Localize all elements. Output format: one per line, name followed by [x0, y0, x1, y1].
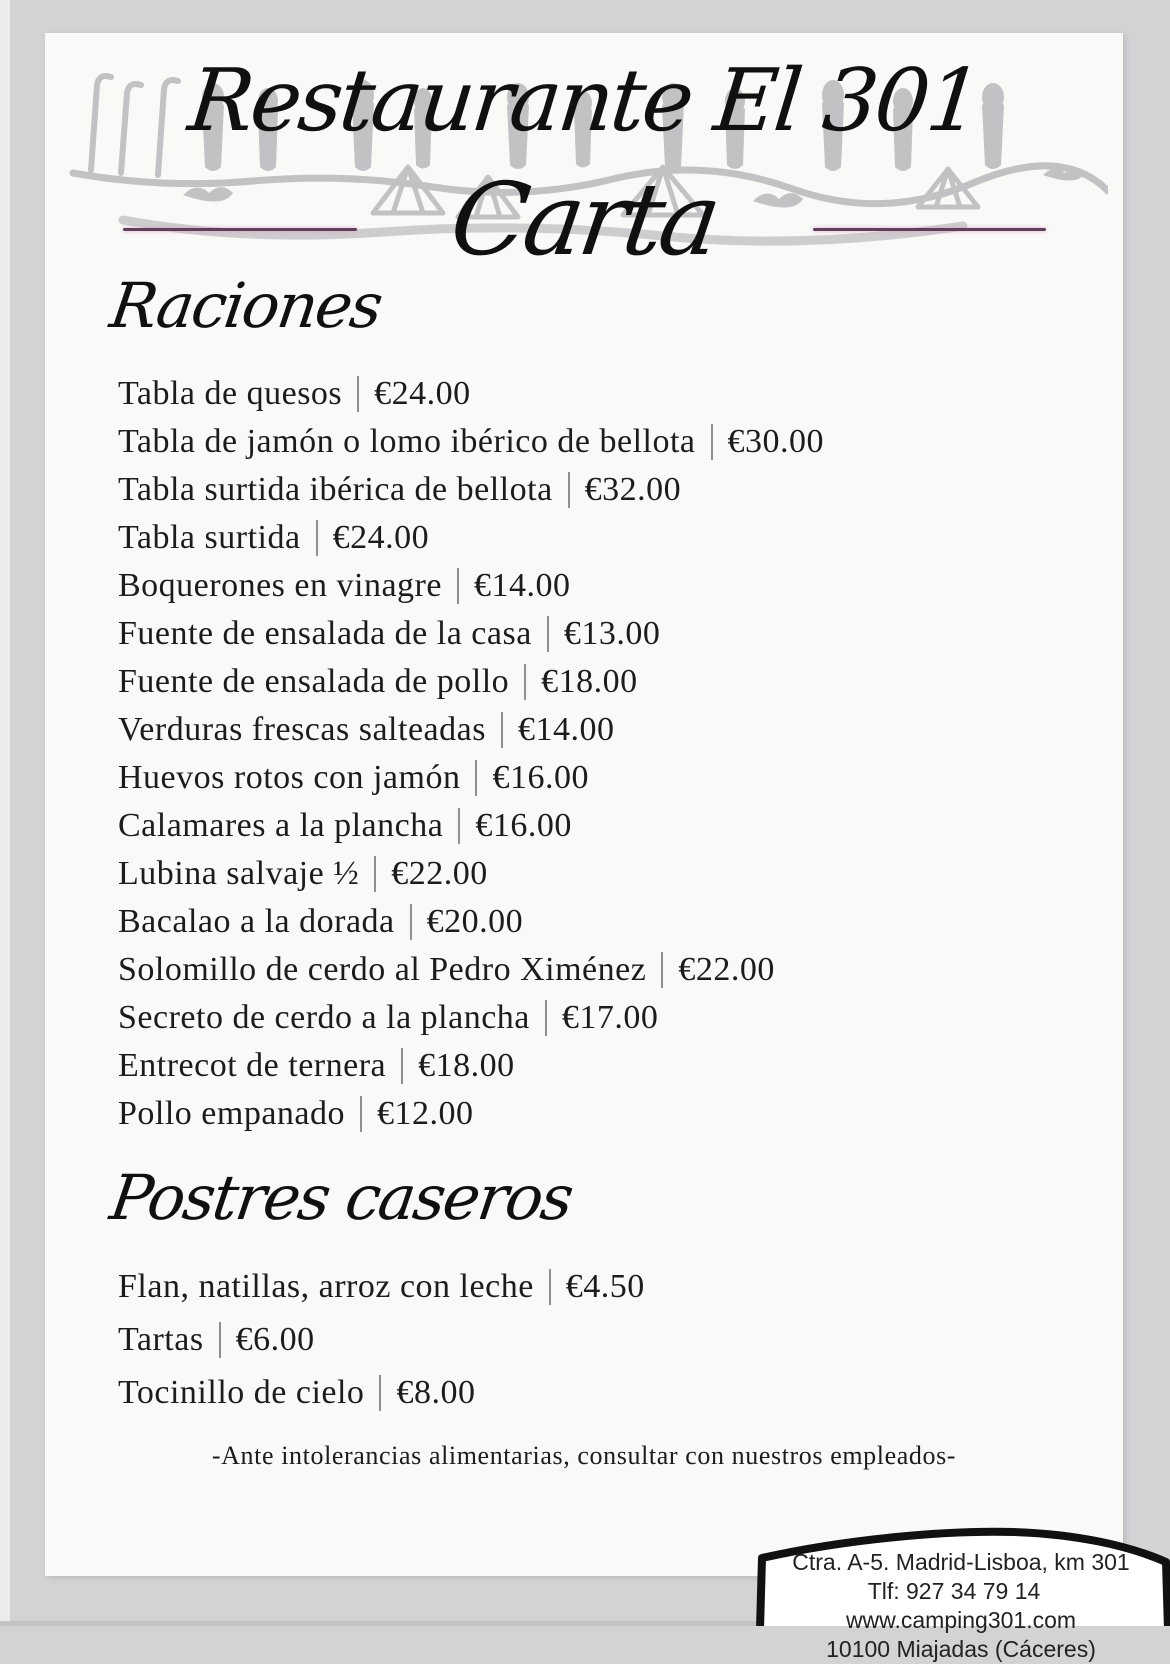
menu-subtitle-carta: Carta: [443, 161, 725, 278]
price-separator: [475, 760, 477, 796]
price-separator: [457, 568, 459, 604]
menu-item-name: Tocinillo de cielo: [118, 1374, 365, 1411]
menu-item: [118, 1322, 1123, 1358]
price-separator: [549, 1269, 551, 1305]
menu-item-name: Secreto de cerdo a la plancha: [118, 999, 530, 1036]
menu-section: [45, 261, 1123, 1131]
menu-section: [45, 1153, 1123, 1411]
menu-item: [118, 761, 1123, 795]
contact-text: [758, 1548, 1164, 1664]
menu-item-price: €20.00: [426, 903, 524, 940]
menu-item-price: €8.00: [396, 1374, 476, 1411]
price-separator: [568, 472, 570, 508]
menu-item-name: Pollo empanado: [118, 1095, 346, 1132]
menu-item: [118, 473, 1123, 507]
menu-item-price: €24.00: [374, 375, 471, 412]
menu-item-price: €14.00: [473, 567, 571, 604]
menu-item-name: Tabla surtida: [118, 519, 301, 556]
menu-item-name: Calamares a la plancha: [118, 807, 444, 844]
menu-item: [118, 1001, 1123, 1035]
menu-item-price: €17.00: [561, 999, 659, 1036]
price-separator: [547, 616, 549, 652]
price-separator: [524, 664, 526, 700]
price-separator: [661, 952, 663, 988]
price-separator: [357, 376, 359, 412]
menu-item-price: €16.00: [492, 759, 589, 796]
price-separator: [316, 520, 318, 556]
menu-item: [118, 425, 1123, 459]
price-separator: [501, 712, 503, 748]
menu-item-list: [118, 1269, 1123, 1411]
menu-item-price: €32.00: [584, 471, 682, 508]
menu-sections: [45, 261, 1123, 1471]
menu-item: [118, 377, 1123, 411]
menu-item-name: Tabla surtida ibérica de bellota: [118, 471, 553, 508]
price-separator: [401, 1048, 403, 1084]
menu-item-price: €16.00: [475, 807, 572, 844]
menu-item-name: Entrecot de ternera: [118, 1047, 387, 1084]
price-separator: [374, 856, 376, 892]
restaurant-title: Restaurante El 301: [184, 51, 984, 151]
section-heading: Raciones: [105, 269, 386, 342]
menu-item-price: €18.00: [541, 663, 638, 700]
menu-item: [118, 953, 1123, 987]
menu-item: [118, 1269, 1123, 1305]
contact-info-box: [752, 1524, 1170, 1662]
menu-item: [118, 521, 1123, 555]
menu-item: [118, 665, 1123, 699]
contact-phone: Tlf: 927 34 79 14: [867, 1578, 1041, 1604]
price-separator: [545, 1000, 547, 1036]
menu-item-name: Fuente de ensalada de la casa: [118, 615, 532, 652]
menu-item: [118, 857, 1123, 891]
menu-item: [118, 809, 1123, 843]
menu-item-price: €14.00: [517, 711, 615, 748]
menu-item-name: Boquerones en vinagre: [118, 567, 442, 604]
contact-city: 10100 Miajadas (Cáceres): [826, 1636, 1096, 1662]
menu-item: [118, 905, 1123, 939]
price-separator: [379, 1375, 381, 1411]
price-separator: [219, 1322, 221, 1358]
menu-item-price: €30.00: [727, 423, 824, 460]
menu-item-price: €18.00: [418, 1047, 515, 1084]
menu-item-name: Bacalao a la dorada: [118, 903, 395, 940]
photo-left-edge: [0, 0, 10, 1626]
contact-address: Ctra. A-5. Madrid-Lisboa, km 301: [792, 1549, 1130, 1575]
section-heading: Postres caseros: [105, 1161, 577, 1234]
menu-item-price: €4.50: [565, 1268, 645, 1305]
menu-item-price: €13.00: [563, 615, 661, 652]
menu-item-name: Lubina salvaje ½: [118, 855, 360, 892]
menu-item-price: €22.00: [678, 951, 775, 988]
contact-website: www.camping301.com: [845, 1607, 1077, 1633]
menu-item-price: €22.00: [391, 855, 488, 892]
menu-item: [118, 713, 1123, 747]
menu-item-list: [118, 377, 1123, 1131]
menu-item-price: €6.00: [235, 1321, 315, 1358]
menu-item-price: €12.00: [377, 1095, 474, 1132]
menu-item-name: Tartas: [118, 1321, 204, 1358]
menu-item-name: Fuente de ensalada de pollo: [118, 663, 510, 700]
menu-item-name: Huevos rotos con jamón: [118, 759, 461, 796]
price-separator: [410, 904, 412, 940]
contact-phone-web: [758, 1577, 1164, 1635]
price-separator: [711, 424, 713, 460]
menu-item-name: Tabla de jamón o lomo ibérico de bellota: [118, 423, 696, 460]
menu-item: [118, 569, 1123, 603]
price-separator: [360, 1096, 362, 1132]
menu-item-name: Flan, natillas, arroz con leche: [118, 1268, 534, 1305]
menu-item-price: €24.00: [332, 519, 430, 556]
menu-item-name: Solomillo de cerdo al Pedro Ximénez: [118, 951, 647, 988]
price-separator: [458, 808, 460, 844]
menu-item: [118, 617, 1123, 651]
menu-item-name: Verduras frescas salteadas: [118, 711, 486, 748]
menu-item: [118, 1375, 1123, 1411]
menu-item-name: Tabla de quesos: [118, 375, 343, 412]
menu-item: [118, 1049, 1123, 1083]
allergy-note: -Ante intolerancias alimentarias, consultar con nuestros empleados-: [211, 1441, 957, 1470]
menu-item: [118, 1097, 1123, 1131]
menu-sheet: [45, 33, 1123, 1576]
